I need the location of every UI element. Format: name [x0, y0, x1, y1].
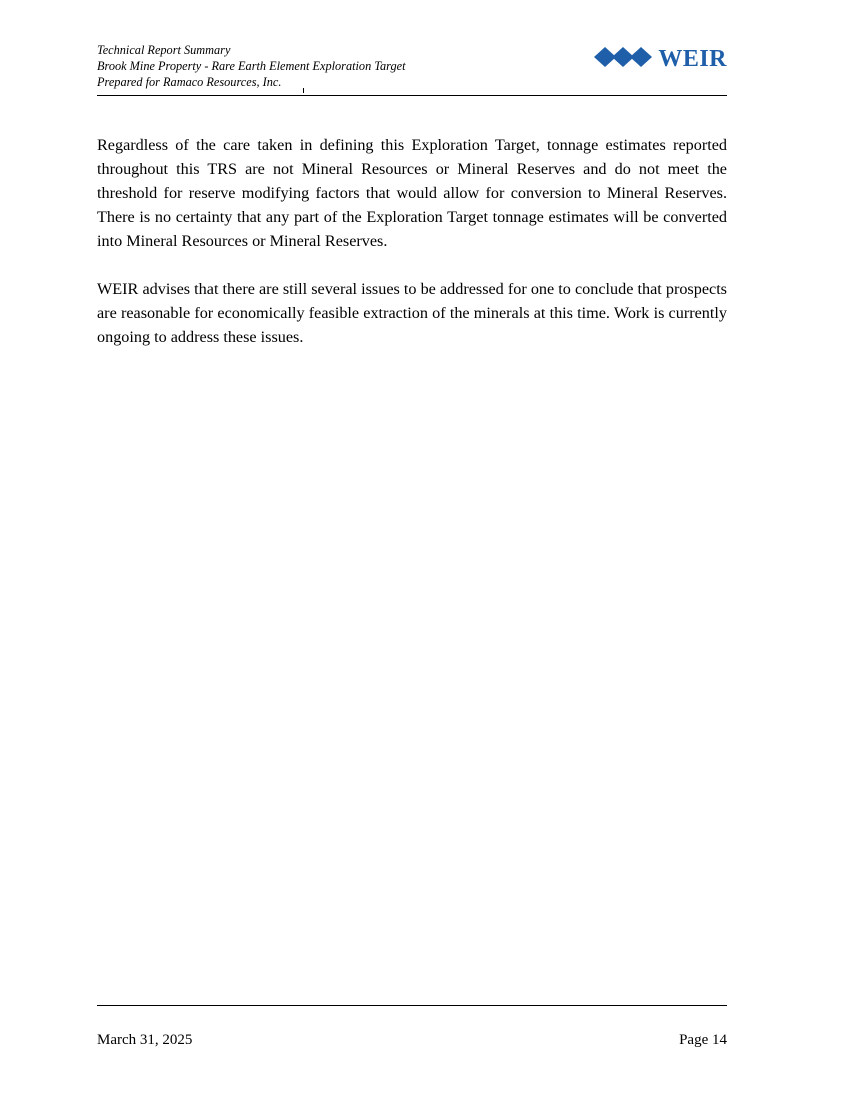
paragraph-exploration-target-disclaimer: Regardless of the care taken in defining this Exploration Target, tonnage estimates reported throughout this TRS are not Mineral Resources or Mineral Reserves and do not meet the threshold for reserve modifying factors that would allow for conversion to Mineral Reserves. There is no certainty that any part of the Exploration Target tonnage estimates will be converted into Mineral Resources or Mineral Reserves.: [97, 136, 727, 250]
header-title-block: [97, 42, 577, 91]
header-line-property: Brook Mine Property - Rare Earth Element Exploration Target: [97, 59, 406, 74]
header-tick-mark: [303, 88, 304, 93]
header-divider: [97, 95, 727, 96]
page-footer: [97, 1032, 727, 1049]
page-body: [97, 133, 727, 349]
header-line-prepared-for: Prepared for Ramaco Resources, Inc.: [97, 75, 282, 90]
weir-logo-text: WEIR: [658, 46, 727, 72]
footer-page-number: Page 14: [679, 1032, 727, 1048]
footer-date: March 31, 2025: [97, 1032, 193, 1048]
page-header: [97, 42, 727, 94]
chevron-diamonds-icon: [594, 45, 652, 74]
weir-logo: [594, 44, 727, 74]
header-line-report-type: Technical Report Summary: [97, 43, 231, 57]
footer-divider: [97, 1005, 727, 1006]
paragraph-weir-advises: WEIR advises that there are still several issues to be addressed for one to conclude that prospects are reasonable for economically feasible extraction of the minerals at this time. Work is currently ongoing to address these issues.: [97, 280, 727, 346]
